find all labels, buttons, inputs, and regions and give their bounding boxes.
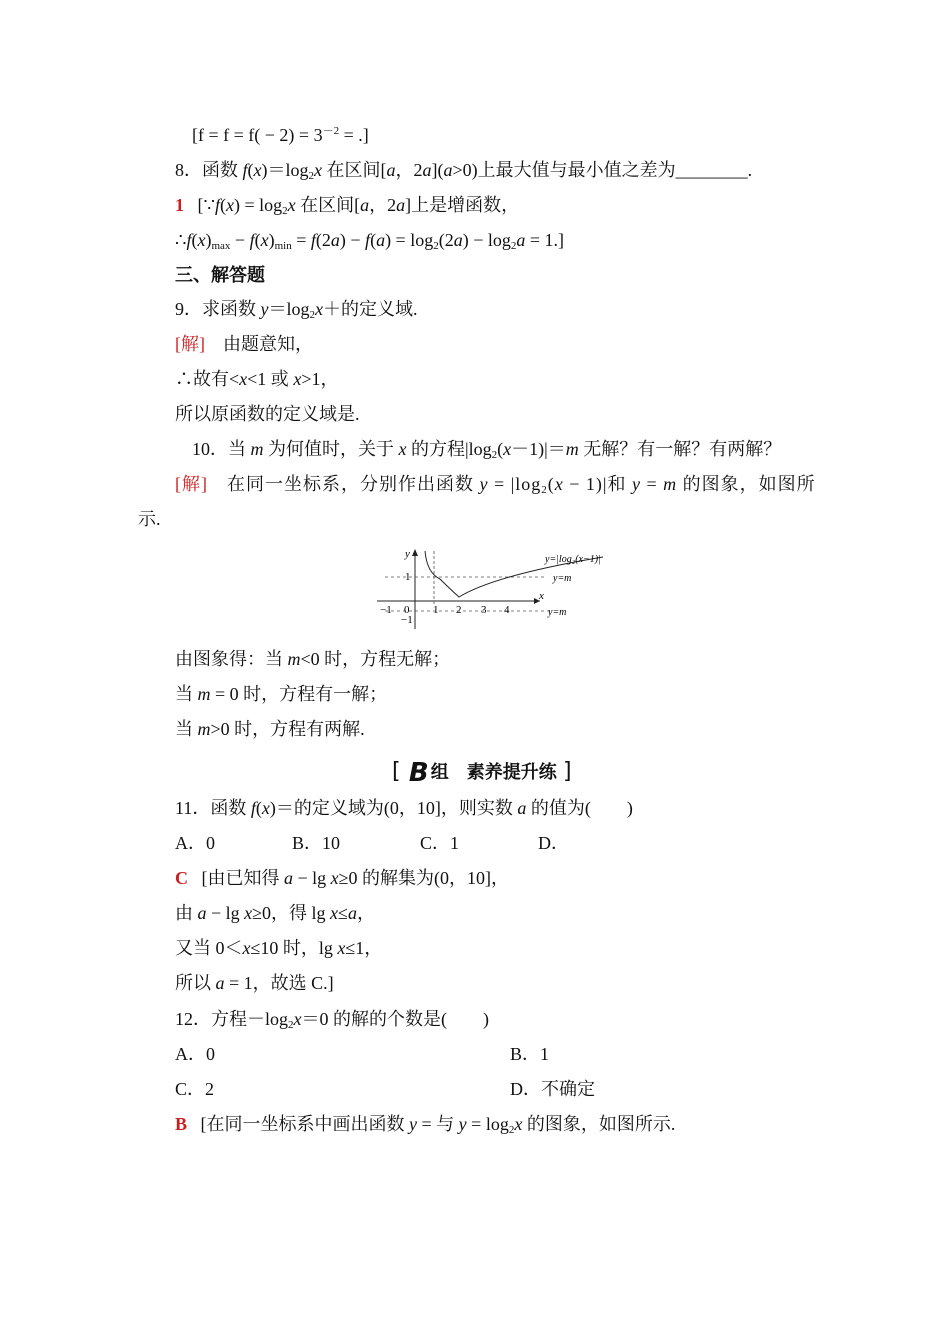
q11-option-a: A．0 — [175, 833, 215, 853]
solution-10-case2: 当 m = 0 时，方程有一解； — [175, 684, 388, 704]
solution-9: [解] 由题意知， — [175, 334, 313, 354]
q7-answer-tail: [$f = f = f( - 2) = 3^{-2}$ = .] — [192, 125, 369, 145]
function-graph — [365, 545, 625, 633]
question-11: 11．函数 f(x)＝的定义域为(0，10]，则实数 a 的值为( ) — [175, 798, 633, 818]
q11-option-c: C．1 — [420, 833, 460, 853]
x-tick: 2 — [456, 604, 462, 616]
x-tick: 0 — [404, 604, 410, 616]
q12-option-d: D．不确定 — [510, 1079, 595, 1099]
x-axis-label: x — [539, 590, 544, 602]
solution-11: C [由已知得 a − lg x≥0 的解集为(0，10]， — [175, 868, 510, 888]
q11-option-d: D． — [538, 833, 569, 853]
group-b-heading: [ B 组 素养提升练 ] — [392, 758, 572, 788]
question-12: 12．方程$-\log_2x=0$ 的解的个数是( ) — [175, 1009, 490, 1031]
x-tick: 3 — [481, 604, 487, 616]
tick-one: 1 — [405, 571, 411, 583]
solution-11-line2: 由 a − lg x≥0，得 lg x≤a， — [175, 903, 375, 923]
solution-10-cont: 示. — [138, 509, 161, 529]
q12-option-b: B．1 — [510, 1044, 550, 1064]
solution-10: [解] 在同一坐标系，分别作出函数 $y = |\log_2(x - 1)|$和 y = m 的图象，如图所 — [175, 474, 816, 496]
answer-letter: 1 — [175, 195, 184, 215]
q12-option-c: C．2 — [175, 1079, 215, 1099]
solution-10-case3: 当 m>0 时，方程有两解. — [175, 719, 365, 739]
group-b-letter: B — [408, 758, 429, 788]
x-tick: 1 — [433, 604, 439, 616]
answer-letter: C — [175, 868, 188, 888]
answer-8: 1 [∵f(x) = $\log_2x$ 在区间[a，2a]上是增函数， — [175, 195, 520, 217]
ym-upper-label: y=m — [553, 573, 572, 584]
solution-11-line4: 所以 a = 1，故选 C.] — [175, 973, 334, 993]
tick-neg-one: −1 — [401, 614, 413, 626]
y-axis-arrow — [412, 549, 418, 556]
curve-label: y=|log₂(x−1)| — [545, 554, 601, 565]
x-tick: 4 — [504, 604, 510, 616]
question-8: 8．函数 $f(x)=\log_2x$ 在区间[a，2a](a>0)上最大值与最小值之差为________. — [175, 160, 753, 182]
solution-9-line3: 所以原函数的定义域是. — [175, 404, 360, 424]
answer-8-line2: $\therefore f(x)_{max} - f(x)_{min} = f(2a) - f(a) = \log_2(2a) - \log_2a = 1$.] — [175, 230, 565, 252]
solution-10-case1: 由图象得：当 m<0 时，方程无解； — [175, 649, 451, 669]
y-axis-label: y — [405, 548, 410, 560]
solution-11-line3: 又当 0＜x≤10 时，lg x≤1， — [175, 938, 383, 958]
section-heading: 三、解答题 — [175, 265, 265, 285]
x-tick: −1 — [380, 604, 392, 616]
ym-lower-label: y=m — [548, 607, 567, 618]
answer-letter: B — [175, 1114, 188, 1134]
solution-9-line2: ∴故有<x<1 或 x>1， — [175, 369, 339, 389]
solution-tag: [解] — [175, 474, 208, 494]
solution-tag: [解] — [175, 334, 205, 354]
q12-option-a: A．0 — [175, 1044, 215, 1064]
q11-option-b: B．10 — [292, 833, 341, 853]
question-9: 9．求函数 $y=\log_2x+$的定义域. — [175, 299, 418, 321]
solution-12: B [在同一坐标系中画出函数 y = 与 $y = \log_2x$ 的图象，如图所示. — [175, 1114, 676, 1136]
question-10: 10．当 m 为何值时，关于 x 的方程$|\log_2(x-1)|=m$ 无解？有一解？有两解？ — [192, 439, 782, 461]
